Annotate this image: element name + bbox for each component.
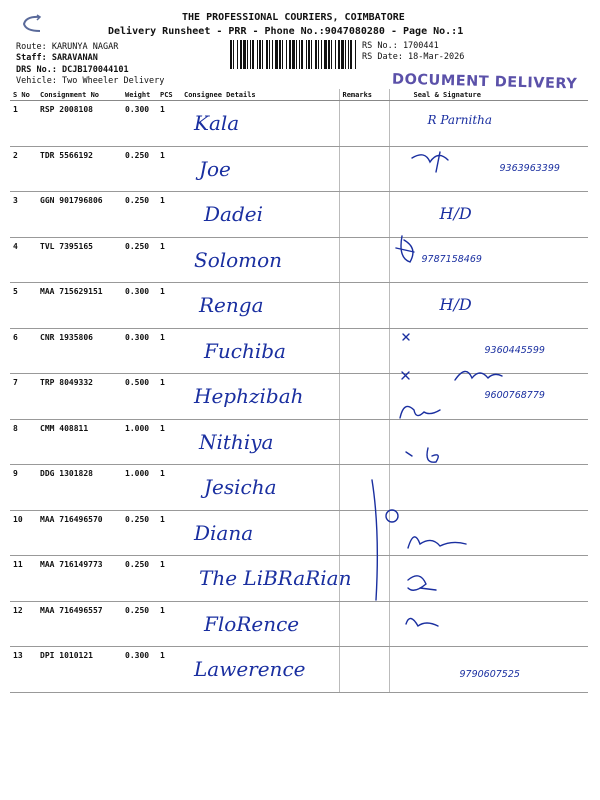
rs-date: RS Date: 18-Mar-2026 [362, 52, 465, 62]
consignment-cell: MAA 716149773 [37, 556, 122, 602]
consignment-cell: MAA 716496570 [37, 510, 122, 556]
weight-cell: 0.300 [122, 647, 157, 693]
sno-cell: 6 [10, 328, 37, 374]
consignee-name: Kala [194, 111, 240, 135]
weight-cell: 0.250 [122, 192, 157, 238]
sno-cell: 13 [10, 647, 37, 693]
pcs-cell: 1 [157, 192, 181, 238]
pcs-cell: 1 [157, 465, 181, 511]
consignment-cell: RSP 2008108 [37, 101, 122, 147]
consignee-name: Lawerence [194, 657, 306, 681]
vehicle-text: Vehicle: Two Wheeler Delivery [16, 76, 165, 86]
col-consignment-header: Consignment No [37, 89, 122, 101]
sno-cell: 10 [10, 510, 37, 556]
consignment-cell: MAA 715629151 [37, 283, 122, 329]
consignee-name: Diana [194, 520, 254, 545]
weight-cell: 0.250 [122, 146, 157, 192]
consignee-name: Hephzibah [194, 384, 304, 408]
pcs-cell: 1 [157, 237, 181, 283]
consignment-cell: GGN 901796806 [37, 192, 122, 238]
consignment-cell: CMM 408811 [37, 419, 122, 465]
sno-cell: 12 [10, 601, 37, 647]
sno-cell: 11 [10, 556, 37, 602]
sno-cell: 4 [10, 237, 37, 283]
staff-text: Staff: SARAVANAN [16, 53, 98, 63]
col-sno-header: S No [10, 89, 37, 101]
consignee-name: Jesicha [204, 475, 277, 499]
sno-cell: 9 [10, 465, 37, 511]
weight-cell: 0.300 [122, 101, 157, 147]
weight-cell: 0.500 [122, 374, 157, 420]
consignee-name: Renga [199, 293, 264, 317]
route-text: Route: KARUNYA NAGAR [16, 42, 119, 52]
signature-text: R Parnitha [427, 113, 493, 127]
weight-cell: 0.250 [122, 601, 157, 647]
col-weight-header: Weight [122, 89, 157, 101]
weight-cell: 0.250 [122, 556, 157, 602]
pcs-cell: 1 [157, 647, 181, 693]
pcs-cell: 1 [157, 419, 181, 465]
consignment-cell: CNR 1935806 [37, 328, 122, 374]
consignee-name: FloRence [204, 611, 300, 636]
sno-cell: 1 [10, 101, 37, 147]
signature-text: H/D [439, 204, 472, 223]
sno-cell: 3 [10, 192, 37, 238]
weight-cell: 1.000 [122, 419, 157, 465]
consignee-name: Nithiya [199, 429, 274, 454]
consignment-cell: DDG 1301828 [37, 465, 122, 511]
consignee-name: Joe [199, 156, 231, 181]
sno-cell: 2 [10, 146, 37, 192]
pcs-cell: 1 [157, 556, 181, 602]
runsheet-title: Delivery Runsheet - PRR - Phone No.:9047080280 - Page No.:1 [108, 26, 464, 37]
pcs-cell: 1 [157, 101, 181, 147]
weight-cell: 0.250 [122, 510, 157, 556]
col-details-header: Consignee Details [181, 89, 339, 101]
signature-phone: 9363963399 [499, 162, 560, 174]
consignment-cell: TRP 8049332 [37, 374, 122, 420]
weight-cell: 0.300 [122, 328, 157, 374]
sno-cell: 8 [10, 419, 37, 465]
weight-cell: 1.000 [122, 465, 157, 511]
weight-cell: 0.250 [122, 237, 157, 283]
pcs-cell: 1 [157, 283, 181, 329]
consignee-name: The LiBRaRian [199, 566, 352, 590]
col-pcs-header: PCS [157, 89, 181, 101]
consignee-name: Fuchiba [204, 338, 286, 363]
signature-phone: 9787158469 [421, 253, 482, 265]
pcs-cell: 1 [157, 510, 181, 556]
sno-cell: 5 [10, 283, 37, 329]
pcs-cell: 1 [157, 328, 181, 374]
sno-cell: 7 [10, 374, 37, 420]
pcs-cell: 1 [157, 374, 181, 420]
consignment-cell: DPI 1010121 [37, 647, 122, 693]
signature-phone: 9600768779 [484, 390, 545, 401]
pcs-cell: 1 [157, 601, 181, 647]
consignment-cell: MAA 716496557 [37, 601, 122, 647]
pcs-cell: 1 [157, 146, 181, 192]
rs-number: RS No.: 1700441 [362, 41, 439, 51]
col-sign-header: Seal & Signature [389, 89, 588, 101]
signature-text: H/D [439, 295, 472, 314]
consignee-name: Dadei [204, 202, 263, 226]
consignment-cell: TDR 5566192 [37, 146, 122, 192]
drs-number: DRS No.: DCJB170044101 [16, 65, 129, 75]
col-remarks-header: Remarks [339, 89, 389, 101]
consignee-name: Solomon [194, 247, 283, 272]
consignment-cell: TVL 7395165 [37, 237, 122, 283]
signature-phone: 9790607525 [459, 669, 520, 680]
company-name: THE PROFESSIONAL COURIERS, COIMBATORE [182, 12, 405, 23]
weight-cell: 0.300 [122, 283, 157, 329]
signature-phone: 9360445599 [484, 344, 545, 356]
document-delivery-stamp: DOCUMENT DELIVERY [391, 71, 578, 93]
